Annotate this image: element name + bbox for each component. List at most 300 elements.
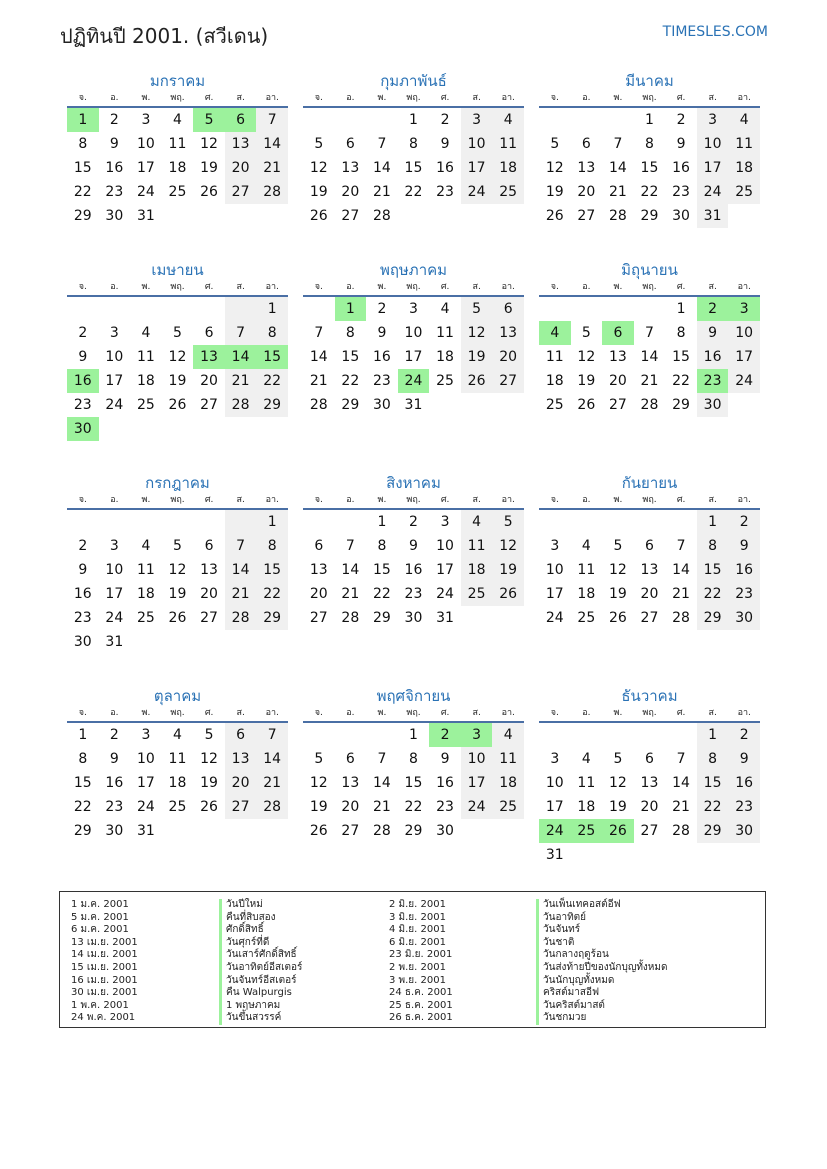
day-cell: 21 — [672, 586, 690, 602]
day-cell: 28 — [672, 823, 690, 839]
legend-date: 30 เม.ย. 2001 — [71, 987, 138, 999]
day-cell: 15 — [341, 349, 360, 365]
day-cell: 5 — [492, 510, 524, 534]
empty-cell — [99, 510, 131, 534]
empty-cell — [539, 297, 571, 321]
legend-holiday-name: คืน Walpurgis — [219, 987, 302, 1000]
weekday-header — [303, 92, 524, 108]
weekday-label: อา. — [501, 495, 515, 505]
weekday-label: อ. — [582, 93, 591, 103]
day-cell: 27 — [608, 397, 627, 413]
legend-date: 15 เม.ย. 2001 — [71, 961, 138, 973]
day-cell: 19 — [461, 345, 493, 369]
weekday-label: อ. — [110, 495, 119, 505]
legend-holiday-name: คืนที่สิบสอง — [219, 912, 302, 925]
weekday-label: พฤ. — [406, 495, 421, 505]
empty-cell — [99, 417, 131, 441]
empty-cell — [571, 723, 603, 747]
day-cell: 10 — [545, 562, 564, 578]
day-cell: 14 — [256, 747, 288, 771]
weekday-label: อ. — [110, 708, 119, 718]
day-grid — [67, 510, 288, 654]
empty-cell — [492, 606, 524, 630]
day-cell: 6 — [492, 297, 524, 321]
day-cell: 9 — [697, 321, 729, 345]
holiday-day-cell: 5 — [193, 108, 225, 132]
empty-cell — [634, 723, 666, 747]
empty-cell — [193, 204, 225, 228]
day-cell: 10 — [697, 132, 729, 156]
day-cell: 31 — [697, 204, 729, 228]
day-cell: 26 — [545, 208, 564, 224]
day-cell: 7 — [645, 325, 654, 341]
day-cell: 24 — [105, 610, 124, 626]
month-calendar — [303, 70, 524, 228]
holiday-day-cell: 6 — [602, 321, 634, 345]
empty-cell — [728, 204, 760, 228]
day-cell: 20 — [225, 771, 257, 795]
day-cell: 23 — [105, 184, 124, 200]
weekday-label: พ. — [613, 282, 623, 292]
day-cell: 12 — [577, 349, 596, 365]
day-cell: 5 — [581, 325, 591, 341]
day-cell: 18 — [545, 373, 564, 389]
day-cell: 8 — [256, 321, 288, 345]
day-cell: 14 — [372, 775, 391, 791]
day-cell: 7 — [225, 321, 257, 345]
day-cell: 4 — [141, 538, 151, 554]
weekday-label: อ. — [346, 93, 355, 103]
empty-cell — [162, 417, 194, 441]
legend-date: 24 พ.ค. 2001 — [71, 1012, 136, 1024]
day-cell: 22 — [73, 799, 92, 815]
month-calendar — [539, 685, 760, 867]
weekday-label: จ. — [550, 282, 559, 292]
empty-cell — [492, 204, 524, 228]
month-calendar — [303, 259, 524, 417]
day-cell: 12 — [492, 534, 524, 558]
empty-cell — [665, 843, 697, 867]
day-cell: 22 — [672, 373, 690, 389]
empty-cell — [461, 819, 493, 843]
day-cell: 26 — [608, 610, 627, 626]
day-cell: 24 — [136, 799, 155, 815]
day-cell: 15 — [372, 562, 391, 578]
day-cell: 27 — [309, 610, 328, 626]
day-cell: 6 — [314, 538, 324, 554]
day-cell: 12 — [200, 136, 218, 152]
day-cell: 29 — [372, 610, 391, 626]
empty-cell — [492, 819, 524, 843]
weekday-label: จ. — [78, 93, 87, 103]
day-grid — [303, 510, 524, 630]
empty-cell — [130, 417, 162, 441]
legend-names-column — [219, 899, 302, 1025]
empty-cell — [728, 393, 760, 417]
empty-cell — [193, 510, 225, 534]
day-cell: 13 — [492, 321, 524, 345]
day-cell: 27 — [225, 795, 257, 819]
weekday-label: ศ. — [440, 93, 450, 103]
day-cell: 12 — [200, 751, 218, 767]
day-cell: 6 — [645, 538, 654, 554]
weekday-header — [303, 494, 524, 510]
weekday-label: อา. — [501, 282, 515, 292]
month-calendar — [303, 685, 524, 843]
day-cell: 9 — [109, 751, 119, 767]
empty-cell — [256, 204, 288, 228]
legend-holiday-name: วันจันทร์ — [536, 924, 668, 937]
day-cell: 5 — [613, 538, 623, 554]
day-cell: 2 — [109, 727, 119, 743]
empty-cell — [634, 843, 666, 867]
weekday-label: จ. — [314, 708, 323, 718]
day-cell: 24 — [136, 184, 155, 200]
day-cell: 18 — [577, 799, 596, 815]
day-cell: 7 — [225, 534, 257, 558]
legend-holiday-name: วันเสาร์ศักดิ์สิทธิ์ — [219, 949, 302, 962]
day-cell: 14 — [672, 775, 690, 791]
day-cell: 3 — [409, 301, 418, 317]
day-cell: 24 — [461, 180, 493, 204]
day-cell: 15 — [73, 160, 92, 176]
weekday-label: พ. — [613, 93, 623, 103]
day-cell: 18 — [136, 373, 155, 389]
weekday-label: ศ. — [676, 495, 686, 505]
empty-cell — [602, 723, 634, 747]
day-cell: 16 — [372, 349, 391, 365]
day-cell: 12 — [309, 160, 328, 176]
day-cell: 6 — [581, 136, 591, 152]
weekday-label: พ. — [141, 93, 151, 103]
weekday-label: ศ. — [204, 495, 214, 505]
weekday-label: ศ. — [440, 495, 450, 505]
day-cell: 13 — [577, 160, 596, 176]
weekday-label: พฤ. — [642, 93, 657, 103]
day-cell: 31 — [105, 634, 124, 650]
weekday-label: อ. — [582, 495, 591, 505]
holiday-day-cell: 26 — [602, 819, 634, 843]
day-cell: 20 — [341, 184, 360, 200]
weekday-label: พ. — [377, 282, 387, 292]
day-cell: 12 — [545, 160, 564, 176]
day-cell: 3 — [697, 108, 729, 132]
weekday-label: พฤ. — [170, 495, 185, 505]
day-cell: 9 — [728, 747, 760, 771]
day-cell: 13 — [640, 562, 659, 578]
day-cell: 31 — [136, 208, 155, 224]
day-cell: 8 — [409, 136, 418, 152]
day-cell: 7 — [345, 538, 355, 554]
weekday-header — [303, 707, 524, 723]
legend-date: 1 ม.ค. 2001 — [71, 899, 129, 910]
day-cell: 11 — [577, 775, 596, 791]
day-cell: 19 — [200, 160, 218, 176]
day-cell: 1 — [78, 727, 88, 743]
day-cell: 19 — [545, 184, 564, 200]
empty-cell — [539, 510, 571, 534]
legend-holiday-name: วันปีใหม่ — [219, 899, 302, 912]
day-cell: 8 — [345, 325, 355, 341]
day-cell: 3 — [109, 325, 119, 341]
day-cell: 30 — [73, 634, 92, 650]
weekday-label: จ. — [78, 282, 87, 292]
day-cell: 1 — [256, 297, 288, 321]
day-cell: 9 — [440, 136, 450, 152]
empty-cell — [256, 630, 288, 654]
empty-cell — [99, 297, 131, 321]
day-cell: 7 — [314, 325, 324, 341]
weekday-label: ส. — [236, 495, 245, 505]
day-cell: 29 — [256, 606, 288, 630]
empty-cell — [571, 843, 603, 867]
day-cell: 17 — [728, 345, 760, 369]
day-cell: 17 — [404, 349, 423, 365]
day-cell: 27 — [640, 823, 659, 839]
weekday-label: จ. — [78, 708, 87, 718]
legend-date: 23 มิ.ย. 2001 — [389, 949, 453, 961]
day-cell: 16 — [697, 345, 729, 369]
day-cell: 16 — [105, 775, 124, 791]
weekday-label: พ. — [377, 93, 387, 103]
day-cell: 26 — [200, 799, 218, 815]
day-cell: 7 — [377, 751, 387, 767]
legend-holiday-name: วันชาติ — [536, 937, 668, 950]
day-cell: 14 — [640, 349, 659, 365]
day-cell: 4 — [581, 538, 591, 554]
day-cell: 5 — [173, 538, 182, 554]
site-link[interactable]: TIMESLES.COM — [662, 24, 768, 40]
month-name: มิถุนายน — [621, 261, 678, 279]
day-cell: 21 — [225, 369, 257, 393]
day-cell: 20 — [341, 799, 360, 815]
weekday-label: พ. — [141, 282, 151, 292]
day-cell: 13 — [309, 562, 328, 578]
legend-holiday-name: วันขึ้นสวรรค์ — [219, 1012, 302, 1025]
day-cell: 2 — [109, 112, 119, 128]
holiday-day-cell: 2 — [429, 723, 461, 747]
weekday-label: ส. — [708, 93, 717, 103]
day-cell: 20 — [225, 156, 257, 180]
empty-cell — [366, 108, 398, 132]
day-cell: 9 — [440, 751, 450, 767]
empty-cell — [398, 204, 430, 228]
day-cell: 14 — [341, 562, 360, 578]
day-cell: 9 — [676, 136, 686, 152]
day-cell: 30 — [697, 393, 729, 417]
weekday-label: ศ. — [204, 93, 214, 103]
empty-cell — [461, 393, 493, 417]
day-cell: 8 — [256, 534, 288, 558]
day-cell: 28 — [608, 208, 627, 224]
legend-date: 1 พ.ค. 2001 — [71, 999, 129, 1011]
month-name: ธันวาคม — [621, 687, 678, 705]
day-cell: 12 — [608, 562, 627, 578]
day-cell: 28 — [256, 180, 288, 204]
holiday-day-cell: 1 — [335, 297, 367, 321]
weekday-label: อ. — [346, 708, 355, 718]
day-cell: 20 — [200, 373, 218, 389]
day-cell: 13 — [200, 562, 218, 578]
weekday-label: ศ. — [440, 708, 450, 718]
day-cell: 1 — [409, 112, 418, 128]
day-cell: 15 — [256, 558, 288, 582]
empty-cell — [429, 204, 461, 228]
empty-cell — [193, 630, 225, 654]
day-cell: 8 — [697, 534, 729, 558]
day-cell: 25 — [545, 397, 564, 413]
weekday-label: ศ. — [204, 282, 214, 292]
day-cell: 29 — [256, 393, 288, 417]
empty-cell — [539, 108, 571, 132]
day-cell: 25 — [577, 610, 596, 626]
legend-date: 16 เม.ย. 2001 — [71, 974, 138, 986]
weekday-label: จ. — [314, 93, 323, 103]
month-name: ตุลาคม — [153, 687, 202, 705]
legend-holiday-name: วันชกมวย — [536, 1012, 668, 1025]
day-cell: 21 — [309, 373, 328, 389]
day-cell: 17 — [136, 775, 155, 791]
day-cell: 25 — [136, 397, 155, 413]
legend-dates-column — [389, 899, 453, 1025]
day-grid — [303, 297, 524, 417]
empty-cell — [634, 510, 666, 534]
empty-cell — [256, 417, 288, 441]
day-cell: 20 — [640, 799, 659, 815]
day-cell: 26 — [577, 397, 596, 413]
day-cell: 4 — [581, 751, 591, 767]
weekday-label: จ. — [314, 495, 323, 505]
day-cell: 13 — [341, 160, 360, 176]
day-cell: 30 — [728, 606, 760, 630]
day-cell: 4 — [141, 325, 151, 341]
day-cell: 15 — [73, 775, 92, 791]
holiday-day-cell: 3 — [728, 297, 760, 321]
weekday-label: ส. — [708, 282, 717, 292]
empty-cell — [130, 510, 162, 534]
day-cell: 10 — [404, 325, 423, 341]
month-name: พฤศจิกายน — [376, 687, 451, 705]
weekday-header — [539, 92, 760, 108]
day-cell: 28 — [309, 397, 328, 413]
empty-cell — [634, 297, 666, 321]
day-cell: 4 — [440, 301, 450, 317]
day-cell: 30 — [105, 823, 124, 839]
holiday-day-cell: 23 — [697, 369, 729, 393]
day-cell: 5 — [314, 751, 324, 767]
day-cell: 6 — [204, 325, 214, 341]
empty-cell — [193, 819, 225, 843]
day-cell: 16 — [404, 562, 423, 578]
day-cell: 29 — [73, 208, 92, 224]
legend-date: 3 มิ.ย. 2001 — [389, 911, 446, 923]
day-cell: 6 — [645, 751, 654, 767]
day-cell: 8 — [78, 136, 88, 152]
day-cell: 11 — [461, 534, 493, 558]
day-cell: 11 — [577, 562, 596, 578]
weekday-label: ส. — [236, 93, 245, 103]
day-cell: 29 — [697, 606, 729, 630]
day-cell: 18 — [492, 771, 524, 795]
day-cell: 3 — [141, 112, 151, 128]
day-cell: 23 — [73, 397, 92, 413]
day-cell: 22 — [256, 582, 288, 606]
weekday-header — [67, 92, 288, 108]
day-cell: 19 — [168, 373, 187, 389]
legend-dates-column — [71, 899, 138, 1025]
day-cell: 2 — [676, 112, 686, 128]
holiday-day-cell: 24 — [398, 369, 430, 393]
day-cell: 21 — [608, 184, 627, 200]
day-cell: 13 — [640, 775, 659, 791]
day-cell: 11 — [492, 132, 524, 156]
day-cell: 11 — [168, 136, 187, 152]
day-cell: 2 — [728, 510, 760, 534]
holiday-day-cell: 2 — [697, 297, 729, 321]
empty-cell — [303, 108, 335, 132]
day-cell: 28 — [225, 606, 257, 630]
day-cell: 27 — [341, 823, 360, 839]
weekday-label: พ. — [613, 495, 623, 505]
holiday-day-cell: 14 — [225, 345, 257, 369]
day-grid — [539, 510, 760, 630]
day-cell: 24 — [436, 586, 454, 602]
empty-cell — [303, 297, 335, 321]
day-cell: 23 — [372, 373, 391, 389]
day-cell: 23 — [436, 184, 454, 200]
day-cell: 16 — [436, 775, 454, 791]
day-cell: 5 — [550, 136, 560, 152]
day-cell: 6 — [225, 723, 257, 747]
holiday-day-cell: 24 — [539, 819, 571, 843]
month-calendar — [67, 259, 288, 441]
empty-cell — [602, 108, 634, 132]
day-cell: 22 — [697, 582, 729, 606]
day-cell: 9 — [728, 534, 760, 558]
day-cell: 20 — [309, 586, 328, 602]
day-cell: 8 — [676, 325, 686, 341]
day-cell: 16 — [436, 160, 454, 176]
day-cell: 5 — [314, 136, 324, 152]
weekday-label: พ. — [377, 495, 387, 505]
weekday-label: พฤ. — [406, 93, 421, 103]
day-cell: 13 — [608, 349, 627, 365]
weekday-label: ศ. — [440, 282, 450, 292]
day-cell: 11 — [136, 349, 155, 365]
day-cell: 18 — [492, 156, 524, 180]
day-cell: 31 — [404, 397, 423, 413]
month-calendar — [67, 70, 288, 228]
weekday-label: อา. — [265, 708, 279, 718]
empty-cell — [193, 417, 225, 441]
day-cell: 24 — [461, 795, 493, 819]
day-cell: 19 — [200, 775, 218, 791]
day-cell: 3 — [550, 751, 560, 767]
empty-cell — [366, 723, 398, 747]
day-cell: 22 — [640, 184, 659, 200]
month-calendar — [539, 259, 760, 417]
empty-cell — [225, 417, 257, 441]
day-cell: 25 — [136, 610, 155, 626]
day-cell: 21 — [372, 799, 391, 815]
day-cell: 6 — [204, 538, 214, 554]
day-cell: 19 — [309, 799, 328, 815]
empty-cell — [571, 297, 603, 321]
weekday-label: พฤ. — [406, 282, 421, 292]
day-cell: 19 — [608, 586, 627, 602]
day-cell: 2 — [728, 723, 760, 747]
legend-holiday-name: คริสต์มาสอีฟ — [536, 987, 668, 1000]
